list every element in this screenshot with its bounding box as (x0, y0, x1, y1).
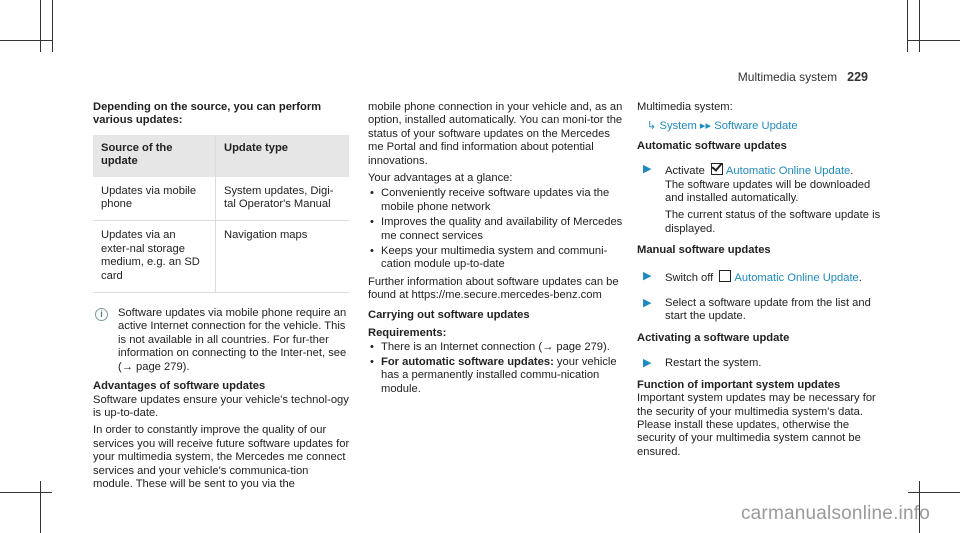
step-text: Restart the system. (665, 357, 762, 370)
list-item (368, 356, 626, 396)
section-title: Multimedia system (737, 70, 838, 84)
section-heading: Function of important system updates (637, 378, 841, 391)
list-item: • Improves the quality and availability of Mercedes me connect services (368, 216, 626, 243)
paragraph: In order to constantly improve the quality of our services you will receive future software updates for your multimedia system, the Mercedes me connect services and your vehicle's communica-tion module. These will be sent to you via the (93, 424, 350, 490)
crop-mark (52, 0, 53, 52)
step-text-suffix: . (858, 271, 862, 284)
section-heading: Manual software updates (637, 244, 771, 257)
crop-mark (907, 0, 908, 52)
table-header: Update type (216, 135, 350, 177)
step (637, 357, 887, 370)
column-1 (93, 101, 351, 491)
section-heading: Advantages of software updates (93, 380, 266, 393)
crop-mark (919, 0, 920, 52)
crop-mark (40, 0, 41, 52)
automatic-online-update-option[interactable]: Automatic Online Update (734, 271, 859, 284)
paragraph: Further information about software updates can be found at https://me.secure.mercedes-benz.com (368, 275, 619, 302)
paragraph: mobile phone connection in your vehicle and, as an option, installed automatically. You can moni-tor the status of your software updates on the Mercedes me Portal and find information about potential innovations. (368, 101, 623, 167)
table-cell: Updates via an exter-nal storage medium, e.g. an SD card (93, 221, 216, 293)
step-arrow-icon: ▶ (643, 297, 652, 310)
section-heading: Carrying out software updates (368, 308, 530, 321)
step-text (665, 163, 887, 236)
paragraph: Software updates ensure your vehicle's technol-ogy is up-to-date. (93, 393, 349, 419)
step-text-prefix: Switch off (665, 271, 717, 284)
menu-intro: Multimedia system: (637, 101, 733, 113)
note-text: Software updates via mobile phone require an active Internet connection for the vehicle. This is not available in all countries. For fur-ther information on connecting to the Inter-net, see (→ page 279). (118, 307, 347, 373)
step-text: Select a software update from the list and start the update. (665, 297, 871, 323)
update-source-table (93, 135, 349, 293)
checkbox-empty-icon (719, 270, 731, 282)
path-item-software-update[interactable]: Software Update (714, 120, 798, 133)
section-heading: Activating a software update (637, 331, 790, 344)
step-arrow-icon: ▶ (643, 269, 652, 282)
double-chevron-icon: ▸▸ (699, 120, 712, 133)
requirements-list (368, 341, 626, 397)
info-note (93, 307, 351, 374)
step-text (665, 270, 887, 285)
column-3 (637, 101, 887, 459)
advantages-list (368, 187, 626, 271)
step-text-prefix: Activate (665, 165, 708, 178)
requirement-label: For automatic software updates: (381, 355, 554, 368)
table-row (93, 177, 349, 221)
requirement-text: your vehicle has a permanently installed commu-nication module. (381, 355, 617, 395)
crop-mark (0, 492, 52, 493)
return-arrow-icon: ↳ (647, 120, 657, 133)
crop-mark (40, 481, 41, 533)
crop-mark (0, 40, 52, 41)
page-number: 229 (847, 70, 868, 84)
paragraph: Important system updates may be necessary for the security of your multimedia system's data. Please install these updates, otherwise the security of your multimedia system cannot be ensured. (637, 392, 876, 458)
section-heading: Automatic software updates (637, 139, 787, 152)
step (637, 163, 887, 236)
step-arrow-icon: ▶ (643, 163, 652, 176)
path-item-system[interactable]: System (659, 120, 697, 133)
list-item: • Keeps your multimedia system and communi-cation module up-to-date (368, 245, 626, 272)
menu-path (647, 120, 887, 133)
table-header: Source of the update (93, 135, 216, 177)
list-item: • There is an Internet connection (→ page 279). (368, 341, 626, 354)
step (637, 297, 887, 324)
paragraph: Your advantages at a glance: (368, 172, 513, 185)
column-2 (368, 101, 626, 398)
table-row (93, 221, 349, 293)
list-item: • Conveniently receive software updates via the mobile phone network (368, 187, 626, 214)
watermark: carmanualsonline.info (740, 503, 930, 524)
table-cell: System updates, Digi-tal Operator's Manual (216, 177, 350, 221)
table-header-row (93, 135, 349, 177)
page-header (738, 70, 868, 84)
table-cell: Navigation maps (216, 221, 350, 293)
step-text-suffix: . (850, 165, 854, 178)
table-cell: Updates via mobile phone (93, 177, 216, 221)
step-detail: The current status of the software update is displayed. (665, 209, 881, 235)
step (637, 270, 887, 285)
requirements-heading: Requirements: (368, 327, 447, 340)
step-detail: The software updates will be downloaded and installed automatically. (665, 178, 871, 205)
info-icon: i (95, 308, 108, 321)
crop-mark (908, 40, 960, 41)
automatic-online-update-option[interactable]: Automatic Online Update (725, 165, 851, 178)
checkbox-checked-icon (711, 163, 723, 175)
step-arrow-icon: ▶ (643, 357, 652, 370)
intro-text: Depending on the source, you can perform various updates: (93, 101, 322, 127)
crop-mark (908, 492, 960, 493)
